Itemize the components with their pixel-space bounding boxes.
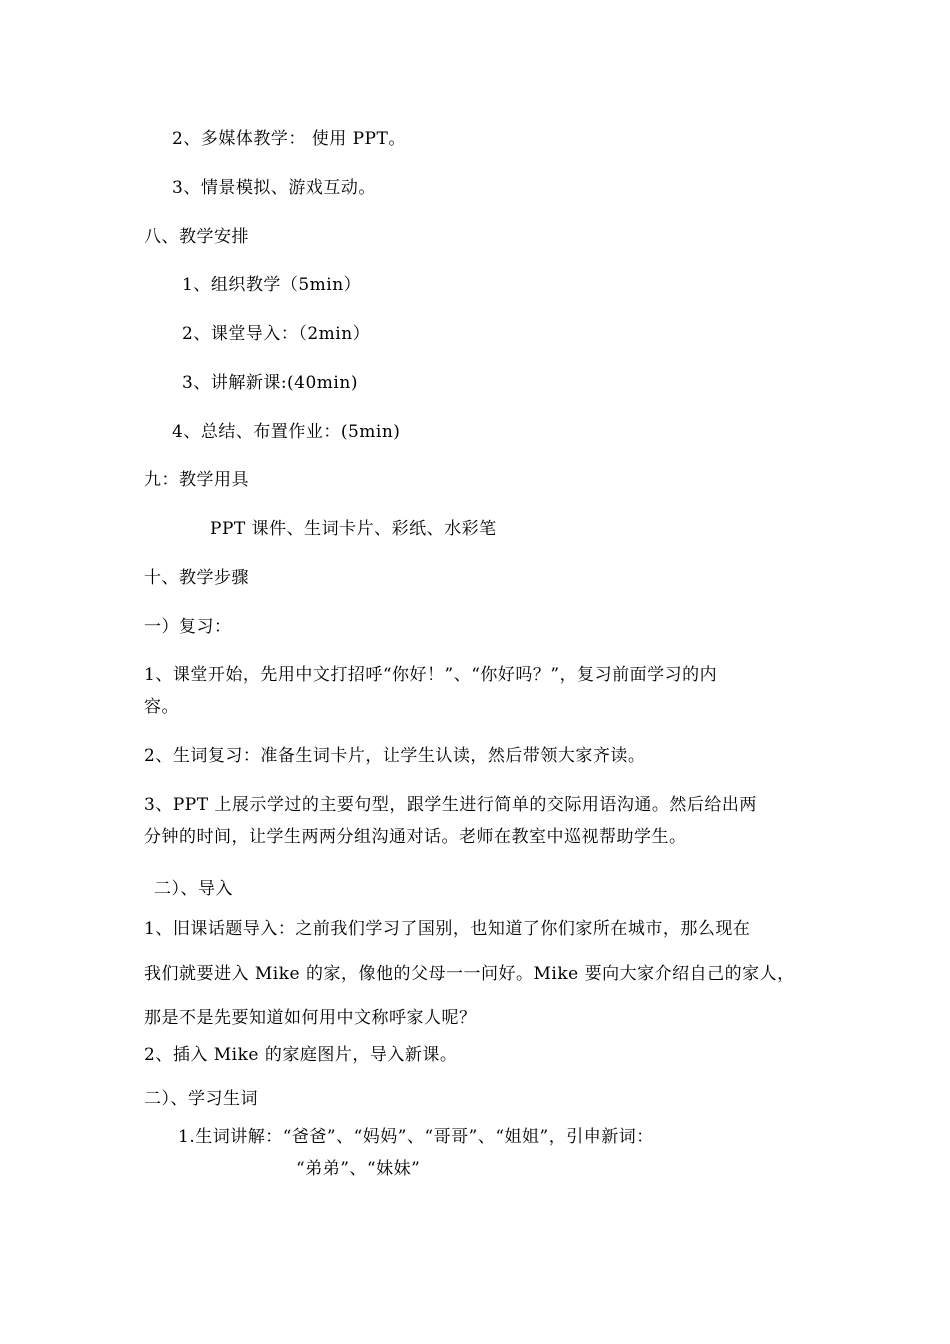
- review-paragraph-2: 2、生词复习：准备生词卡片，让学生认读，然后带领大家齐读。: [144, 746, 646, 766]
- intro-paragraph-2: 2、插入 Mike 的家庭图片，导入新课。: [144, 1045, 458, 1065]
- intro-paragraph-1-line-2: 我们就要进入 Mike 的家，像他的父母一一问好。Mike 要向大家介绍自己的家人，: [144, 964, 795, 984]
- review-paragraph-1-line-1: 1、课堂开始，先用中文打招呼“你好！”、“你好吗？”，复习前面学习的内: [144, 665, 718, 685]
- schedule-item-new-lesson: 3、讲解新课:(40min): [182, 373, 358, 393]
- subsection-heading-review: 一）复习：: [144, 617, 232, 637]
- vocabulary-item-1-line-1: 1.生词讲解：“爸爸”、“妈妈”、“哥哥”、“姐姐”，引申新词：: [178, 1127, 654, 1147]
- vocabulary-item-1-line-2: “弟弟”、“妹妹”: [296, 1159, 421, 1179]
- review-paragraph-1-line-2: 容。: [144, 697, 179, 717]
- review-paragraph-3-line-2: 分钟的时间，让学生两两分组沟通对话。老师在教室中巡视帮助学生。: [144, 827, 687, 847]
- tools-list: PPT 课件、生词卡片、彩纸、水彩笔: [210, 519, 497, 539]
- schedule-item-summary: 4、总结、布置作业：(5min): [172, 422, 401, 442]
- list-item-scenario: 3、情景模拟、游戏互动。: [172, 178, 376, 198]
- section-heading-tools: 九：教学用具: [144, 470, 249, 490]
- section-heading-schedule: 八、教学安排: [144, 227, 249, 247]
- list-item-multimedia: 2、多媒体教学： 使用 PPT。: [172, 129, 406, 149]
- subsection-heading-vocabulary: 二）、学习生词: [144, 1089, 258, 1109]
- schedule-item-intro: 2、课堂导入：（2min）: [182, 324, 371, 344]
- schedule-item-organize: 1、组织教学（5min）: [182, 275, 362, 295]
- section-heading-steps: 十、教学步骤: [144, 568, 249, 588]
- review-paragraph-3-line-1: 3、PPT 上展示学过的主要句型，跟学生进行简单的交际用语沟通。然后给出两: [144, 795, 757, 815]
- intro-paragraph-1-line-3: 那是不是先要知道如何用中文称呼家人呢？: [144, 1008, 477, 1028]
- subsection-heading-intro: 二）、导入: [154, 879, 233, 899]
- intro-paragraph-1-line-1: 1、旧课话题导入：之前我们学习了国别，也知道了你们家所在城市，那么现在: [144, 919, 751, 939]
